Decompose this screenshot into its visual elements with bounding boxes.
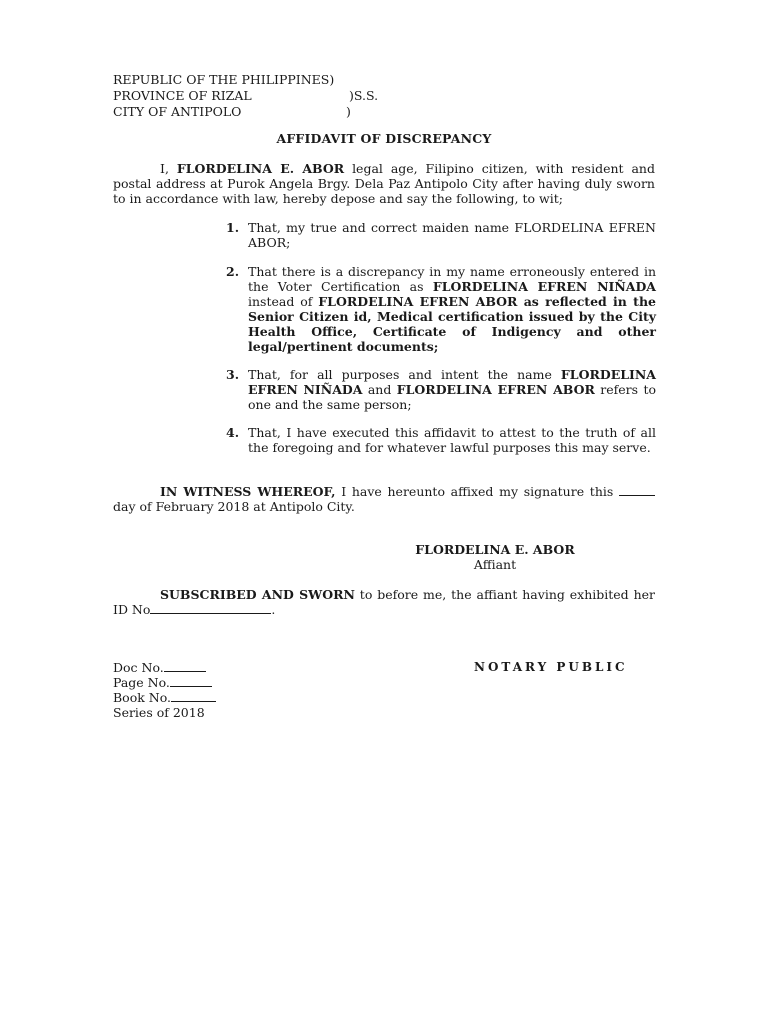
- affiant-name: FLORDELINA E. ABOR: [415, 542, 575, 557]
- witness-text: I have hereunto affixed my signature this: [341, 484, 614, 499]
- intro-text: legal age, Filipino citizen, with resident and postal address at Purok Angela Brgy. Dela Paz Antipolo City after having duly sworn to in accordance with law, hereby depose and say the following, to wit;: [113, 161, 655, 206]
- caption-city-paren: ): [346, 104, 351, 119]
- book-no-blank: [171, 690, 216, 702]
- item-bold-part: FLORDELINA EFREN NIÑADA: [432, 279, 656, 294]
- caption-republic: [113, 72, 334, 88]
- item-number: 3.: [226, 367, 240, 382]
- list-item: [226, 220, 656, 250]
- id-blank-line: [150, 602, 271, 614]
- doc-no-blank: [164, 660, 206, 672]
- intro-prefix: I,: [160, 161, 169, 176]
- item-text-part: and: [367, 382, 392, 397]
- item-number: 1.: [226, 220, 240, 235]
- item-bold-part: FLORDELINA EFREN ABOR as reflected in the Senior Citizen id, Medical certification issued by the City Health Office, Certificate of Indigency and other legal/pertinent documents;: [248, 294, 656, 354]
- affiant-signature-block: [350, 542, 640, 572]
- notarial-register: [113, 660, 216, 720]
- doc-no-line: [113, 660, 216, 675]
- venue-caption: [113, 72, 379, 120]
- caption-province-text: PROVINCE OF RIZAL: [113, 88, 252, 103]
- affiant-role: Affiant: [473, 557, 517, 572]
- jurat-text: to before me, the affiant having exhibited her ID No: [113, 587, 655, 617]
- item-number: 2.: [226, 264, 240, 279]
- item-text-part: refers to one and the same person;: [248, 382, 656, 412]
- item-bold-part: FLORDELINA EFREN NIÑADA: [248, 367, 656, 397]
- list-item: [226, 425, 656, 455]
- page-no-blank: [170, 675, 212, 687]
- item-number: 4.: [226, 425, 240, 440]
- item-text: That, I have executed this affidavit to attest to the truth of all the foregoing and for whatever lawful purposes this may serve.: [248, 425, 656, 455]
- caption-republic-text: REPUBLIC OF THE PHILIPPINES): [113, 72, 335, 87]
- caption-province: [113, 88, 379, 104]
- page-no-label: Page No.: [113, 675, 170, 690]
- page-no-line: [113, 675, 216, 690]
- book-no-line: [113, 690, 216, 705]
- caption-ss: )S.S.: [349, 88, 379, 103]
- list-item: [226, 367, 656, 412]
- item-text: [248, 367, 656, 412]
- jurat-paragraph: [113, 587, 655, 617]
- item-text-part: That there is a discrepancy in my name erroneously entered in the Voter Certification as: [248, 264, 656, 294]
- jurat-bold: SUBSCRIBED AND SWORN: [160, 587, 355, 602]
- caption-city-text: CITY OF ANTIPOLO: [113, 104, 242, 119]
- item-text-part: instead of: [248, 294, 313, 309]
- intro-paragraph: [113, 161, 655, 206]
- notary-public-label: NOTARY PUBLIC: [474, 660, 628, 674]
- jurat-end: .: [271, 602, 276, 617]
- item-bold-part: FLORDELINA EFREN ABOR: [396, 382, 595, 397]
- document-title: AFFIDAVIT OF DISCREPANCY: [276, 131, 492, 146]
- caption-city: [113, 104, 351, 120]
- list-item: [226, 264, 656, 354]
- witness-date-text: day of February 2018 at Antipolo City.: [113, 499, 355, 514]
- day-blank-line: [619, 484, 655, 496]
- intro-name: FLORDELINA E. ABOR: [176, 161, 345, 176]
- item-text: [248, 264, 656, 354]
- doc-no-label: Doc No.: [113, 660, 164, 675]
- book-no-label: Book No.: [113, 690, 172, 705]
- series-line: Series of 2018: [113, 705, 205, 720]
- witness-bold: IN WITNESS WHEREOF,: [160, 484, 336, 499]
- witness-paragraph: [113, 484, 655, 514]
- item-text: That, my true and correct maiden name FLORDELINA EFREN ABOR;: [248, 220, 656, 250]
- item-text-part: That, for all purposes and intent the name: [248, 367, 552, 382]
